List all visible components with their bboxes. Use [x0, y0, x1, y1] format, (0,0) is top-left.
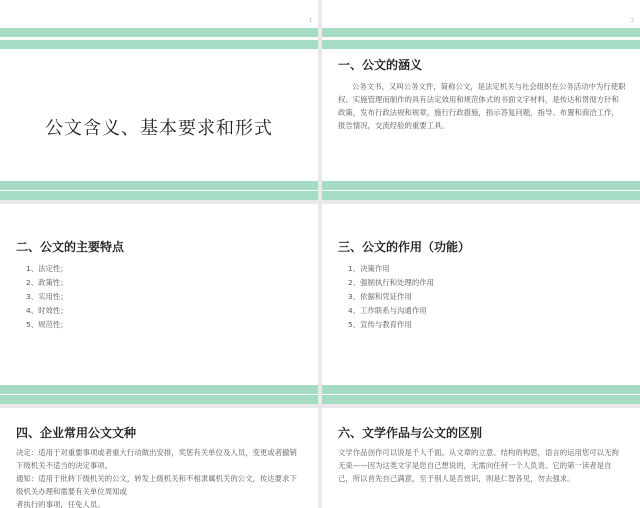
bottom-band [0, 385, 318, 394]
feature-list [26, 262, 68, 332]
list-item: 3、依据和凭证作用 [348, 292, 412, 301]
slide-heading: 一、公文的涵义 [338, 58, 423, 72]
slide-heading: 二、公文的主要特点 [16, 240, 125, 254]
slide-5[interactable] [0, 408, 318, 508]
list-item: 4、时效性； [26, 306, 68, 315]
slide-paragraph: 公务文书，又叫公务文件，简称公文，是法定机关与社会组织在公务活动中为行使职权、实施管理而制作的具有法定效用和规范体式的书面文字材料，是传达和贯彻方针和政策，发布行政法规和规章，施行行政措施，指示答复问题，指导、布置和商洽工作，报告情况，交流经验的重要工具。 [338, 82, 626, 130]
top-band [0, 40, 318, 49]
list-item: 5、规范性； [26, 320, 68, 329]
list-item: 3、实用性； [26, 292, 68, 301]
list-item: 1、法定性； [26, 264, 68, 273]
slide-2[interactable] [322, 0, 640, 200]
slide-6[interactable] [322, 408, 640, 508]
top-band [322, 28, 640, 37]
list-item: 2、政策性； [26, 278, 68, 287]
function-list [348, 262, 434, 332]
top-band [322, 40, 640, 49]
slide-heading: 三、公文的作用（功能） [338, 240, 471, 254]
slide-heading: 六、文学作品与公文的区别 [338, 426, 483, 440]
paragraph-line: 决定：适用于对重要事项或者重大行动做出安排，奖惩有关单位及人员，变更或者撤销下级机关不适当的决定事项。 [16, 448, 297, 470]
page-number: 1 [308, 18, 312, 24]
bottom-band [322, 191, 640, 200]
bottom-band [0, 181, 318, 190]
list-item: 1、决策作用 [348, 264, 390, 273]
bottom-band [322, 181, 640, 190]
list-item: 2、强制执行和处理的作用 [348, 278, 435, 287]
top-band [0, 28, 318, 37]
bottom-band [322, 395, 640, 404]
paragraph-line: 者执行的事项，任免人员。 [16, 500, 105, 508]
list-item: 5、宣传与教育作用 [348, 320, 412, 329]
slide-paragraph [16, 446, 304, 508]
slide-heading: 四、企业常用公文文种 [16, 426, 137, 440]
slide-3[interactable] [0, 204, 318, 404]
paragraph-line: 通知：适用于批转下级机关的公文，转发上级机关和不相隶属机关的公文，传达要求下级机关办理和需要有关单位周知或 [16, 474, 297, 496]
slide-title: 公文含义、基本要求和形式 [45, 118, 273, 139]
slide-paragraph: 文学作品创作可以说是千人千面。从文章的立意、结构的构思，语言的运用您可以无拘无束——因为这类文字是您自己想说的，无需向任何一个人负责。它的第一读者是自己，所以首先自己满意，至于别人是否赏识，则是仁智各见，勿去强求。 [338, 448, 619, 483]
slide-4[interactable] [322, 204, 640, 404]
bottom-band [322, 385, 640, 394]
list-item: 4、工作联系与沟通作用 [348, 306, 427, 315]
page-number: 2 [630, 18, 634, 24]
slide-1[interactable] [0, 0, 318, 200]
bottom-band [0, 395, 318, 404]
bottom-band [0, 191, 318, 200]
